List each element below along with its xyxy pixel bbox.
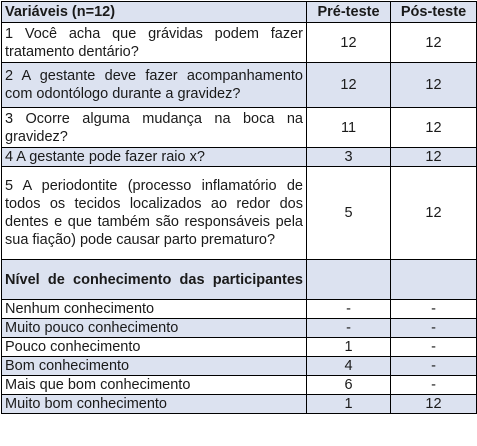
table-row-question-4 xyxy=(2,148,477,167)
post-test-value: - xyxy=(391,300,477,319)
post-test-value: - xyxy=(391,376,477,395)
post-test-value: - xyxy=(391,357,477,376)
results-table xyxy=(1,1,477,414)
section-heading-row xyxy=(2,260,477,300)
question-text: 2 A gestante deve fazer acompanhamento com odontólogo durante a gravidez? xyxy=(2,63,307,108)
question-text: 4 A gestante pode fazer raio x? xyxy=(2,148,307,167)
question-text: 1 Você acha que grávidas podem fazer tratamento dentário? xyxy=(2,23,307,63)
pre-test-value: 12 xyxy=(307,63,391,108)
post-test-value: 12 xyxy=(391,63,477,108)
pre-test-value: - xyxy=(307,319,391,338)
table-row-level-good xyxy=(2,357,477,376)
pre-test-value: 3 xyxy=(307,148,391,167)
header-variables: Variáveis (n=12) xyxy=(2,2,307,23)
question-text: 3 Ocorre alguma mudança na boca na gravidez? xyxy=(2,108,307,148)
pre-test-value: 6 xyxy=(307,376,391,395)
level-label: Muito bom conhecimento xyxy=(2,395,307,414)
level-label: Muito pouco conhecimento xyxy=(2,319,307,338)
post-test-value: 12 xyxy=(391,167,477,260)
pre-test-value: - xyxy=(307,300,391,319)
level-label: Mais que bom conhecimento xyxy=(2,376,307,395)
table-header-row xyxy=(2,2,477,23)
pre-test-value: 1 xyxy=(307,338,391,357)
header-post-test: Pós-teste xyxy=(391,2,477,23)
pre-test-value: 4 xyxy=(307,357,391,376)
table-row-question-2 xyxy=(2,63,477,108)
pre-test-value: 5 xyxy=(307,167,391,260)
post-test-value: 12 xyxy=(391,395,477,414)
post-test-value: 12 xyxy=(391,23,477,63)
table-row-level-more-than-good xyxy=(2,376,477,395)
table-row-level-little xyxy=(2,338,477,357)
level-label: Bom conhecimento xyxy=(2,357,307,376)
table-row-question-1 xyxy=(2,23,477,63)
level-label: Pouco conhecimento xyxy=(2,338,307,357)
post-test-value: 12 xyxy=(391,108,477,148)
header-pre-test: Pré-teste xyxy=(307,2,391,23)
question-text: 5 A periodontite (processo inflamatório de todos os tecidos localizados ao redor dos dentes e que também são responsáveis pela sua fiação) pode causar parto prematuro? xyxy=(2,167,307,260)
section-heading-knowledge-level: Nível de conhecimento das participantes xyxy=(2,260,307,300)
post-test-value: - xyxy=(391,319,477,338)
pre-test-value: 11 xyxy=(307,108,391,148)
post-test-value: - xyxy=(391,338,477,357)
table-row-level-very-good xyxy=(2,395,477,414)
table-row-question-5 xyxy=(2,167,477,260)
post-test-value: 12 xyxy=(391,148,477,167)
pre-test-value: 12 xyxy=(307,23,391,63)
empty-cell xyxy=(391,260,477,300)
pre-test-value: 1 xyxy=(307,395,391,414)
table-row-level-very-little xyxy=(2,319,477,338)
table-row-question-3 xyxy=(2,108,477,148)
level-label: Nenhum conhecimento xyxy=(2,300,307,319)
empty-cell xyxy=(307,260,391,300)
table-row-level-none xyxy=(2,300,477,319)
